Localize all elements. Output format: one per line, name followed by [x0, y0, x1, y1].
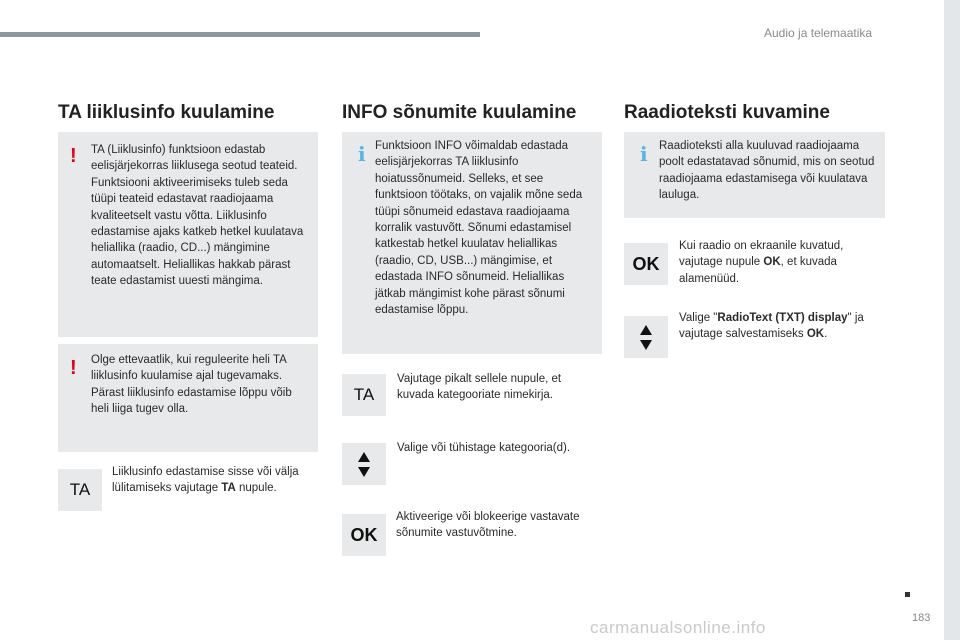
section-label: Audio ja telemaatika	[764, 26, 873, 40]
watermark: carmanualsonline.info	[590, 618, 766, 637]
heading-info: INFO sõnumite kuulamine	[342, 102, 577, 123]
ta-key-icon: TA	[58, 469, 102, 511]
ok-key-icon: OK	[342, 514, 386, 556]
info-box-info-messages	[342, 132, 602, 354]
warning-icon: !	[70, 357, 77, 379]
info-icon: i	[358, 142, 366, 166]
arrow-down-icon	[358, 467, 370, 477]
page-number: 183	[912, 612, 931, 624]
step-toggle-ta: Liiklusinfo edastamise sisse või välja lülitamiseks vajutage TA nupule.	[112, 466, 299, 495]
top-rule	[0, 32, 480, 37]
warning-icon: !	[70, 145, 77, 167]
step-select-category: Valige või tühistage kategooria(d).	[397, 442, 571, 454]
info-icon: i	[640, 142, 648, 166]
heading-ta: TA liiklusinfo kuulamine	[58, 102, 275, 123]
arrow-up-icon	[640, 325, 652, 335]
warning-text: TA (Liiklusinfo) funktsioon edastab eelisjärjekorras liiklusega seotud teateid. Funktsiooni aktiveerimiseks tuleb seda tüüpi teateid edastavat raadiojaama kvaliteetselt vastu võtta. Liiklusinfo edastamise ajaks katkeb hetkel kuulatava heliallika (raadio, CD...) mängimine automaatselt. Heliallikas hakkab pärast teate edastamist uuesti mängima.	[91, 144, 304, 288]
up-down-arrows-icon	[624, 316, 668, 358]
heading-radiotext: Raadioteksti kuvamine	[624, 102, 830, 123]
step-activate-block: Aktiveerige või blokeerige vastavate sõnumite vastuvõtmine.	[396, 511, 580, 540]
info-text: Raadioteksti alla kuuluvad raadiojaama poolt edastatavad sõnumid, mis on seotud raadiojaama edastamisega või kuulatava lauluga.	[659, 140, 875, 202]
up-down-arrows-icon	[342, 443, 386, 485]
info-text: Funktsioon INFO võimaldab edastada eelisjärjekorras TA liiklusinfo hoiatussõnumeid. Selleks, et see funktsioon töötaks, on vajalik mõne seda tüüpi sõnumeid edastava raadiojaama korralik vastuvõtt. Sõnumi edastamisel katkestab hetkel kuulatav heliallikas (raadio, CD, USB...) mängimise, et edastada INFO sõnumeid. Heliallikas jätkab mängimist kohe pärast sõnumi edastamise lõppu.	[375, 140, 583, 317]
ta-key-icon: TA	[342, 374, 386, 416]
arrow-down-icon	[640, 340, 652, 350]
step-select-radiotext: Valige "RadioText (TXT) display" ja vajutage salvestamiseks OK.	[679, 312, 864, 341]
warning-box-volume	[58, 344, 318, 452]
step-long-press: Vajutage pikalt sellele nupule, et kuvada kategooriate nimekirja.	[397, 373, 562, 402]
info-box-radiotext	[624, 132, 885, 218]
page-marker	[905, 592, 910, 597]
warning-box-ta-info	[58, 132, 318, 337]
page-edge-strip	[944, 0, 960, 640]
step-press-ok: Kui raadio on ekraanile kuvatud, vajutage nupule OK, et kuvada alamenüüd.	[679, 240, 844, 285]
ok-key-icon: OK	[624, 243, 668, 285]
arrow-up-icon	[358, 452, 370, 462]
warning-text: Olge ettevaatlik, kui reguleerite heli TA liiklusinfo kuulamise ajal tugevamaks. Pärast liiklusinfo edastamise lõppu võib heli liiga tugev olla.	[91, 354, 292, 416]
